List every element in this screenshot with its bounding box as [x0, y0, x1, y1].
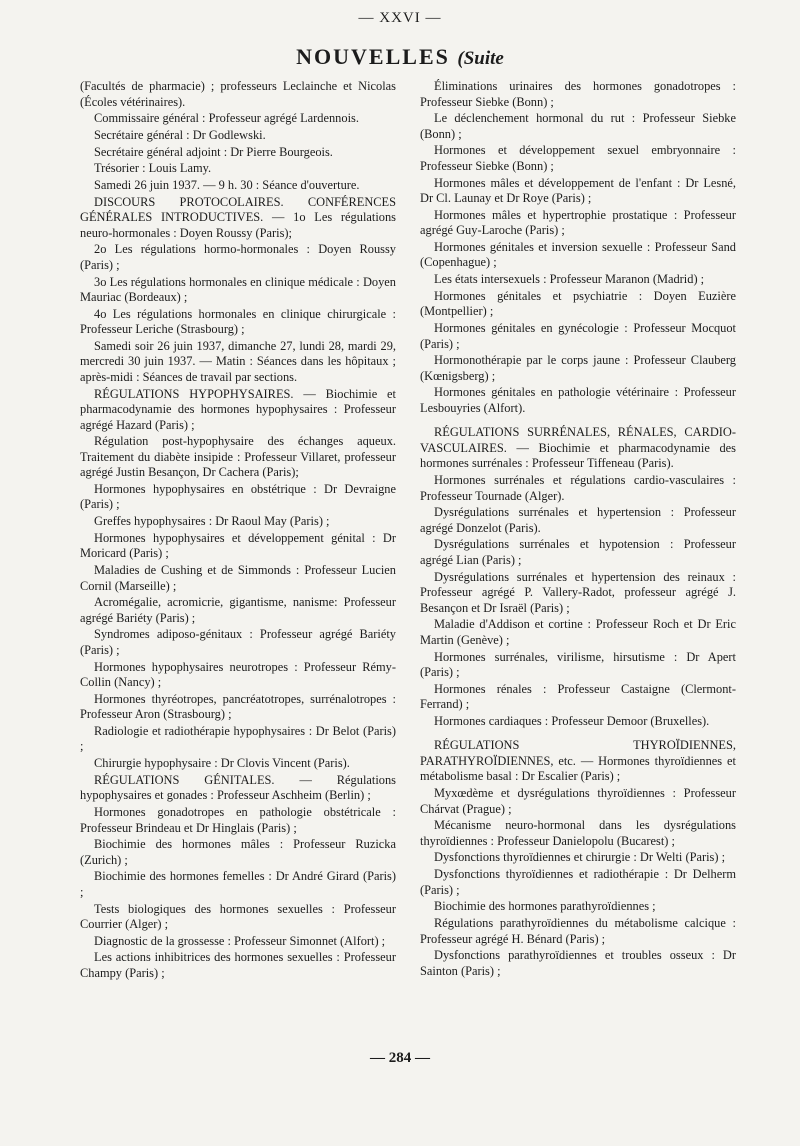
left-column	[80, 79, 396, 983]
title-suffix: (Suite	[457, 48, 504, 69]
paragraph: Dysfonctions thyroïdiennes et radiothérapie : Dr Delherm (Paris) ;	[420, 867, 736, 897]
paragraph: Greffes hypophysaires : Dr Raoul May (Paris) ;	[94, 514, 330, 529]
paragraph: Hormones hypophysaires en obstétrique : Dr Devraigne (Paris) ;	[80, 481, 396, 512]
paragraph: Hormones surrénales, virilisme, hirsutisme : Dr Apert (Paris) ;	[420, 649, 736, 679]
right-column	[420, 79, 736, 980]
paragraph: Hormones mâles et développement de l'enfant : Dr Lesné, Dr Cl. Launay et Dr Roye (Paris) ;	[420, 175, 736, 206]
paragraph: Dysrégulations surrénales et hypertension des reinaux : Professeur agrégé P. Vallery-Radot, professeur agrégé J. Besançon et Dr Israël (Paris) ;	[420, 569, 736, 615]
paragraph: Éliminations urinaires des hormones gonadotropes : Professeur Siebke (Bonn) ;	[420, 79, 736, 109]
paragraph: Hormones rénales : Professeur Castaigne (Clermont-Ferrand) ;	[420, 681, 736, 712]
paragraph: Hormones génitales et inversion sexuelle : Professeur Sand (Copenhague) ;	[420, 239, 736, 270]
paragraph: 2o Les régulations hormo-hormonales : Doyen Roussy (Paris) ;	[80, 242, 396, 272]
paragraph: Hormones gonadotropes en pathologie obstétricale : Professeur Brindeau et Dr Hinglais (Paris) ;	[80, 805, 396, 835]
title-main: NOUVELLES	[296, 44, 450, 69]
paragraph: Hormones génitales en pathologie vétérinaire : Professeur Lesbouyries (Alfort).	[420, 385, 736, 415]
paragraph: Dysrégulations surrénales et hypertension : Professeur agrégé Donzelot (Paris).	[420, 505, 736, 535]
paragraph: Myxœdème et dysrégulations thyroïdiennes : Professeur Chárvat (Prague) ;	[420, 786, 736, 816]
paragraph: Secrétaire général : Dr Godlewski.	[94, 127, 266, 142]
paragraph: Chirurgie hypophysaire : Dr Clovis Vincent (Paris).	[94, 756, 350, 771]
paragraph: Diagnostic de la grossesse : Professeur Simonnet (Alfort) ;	[94, 933, 386, 948]
roman-page-number: — XXVI —	[358, 10, 442, 26]
paragraph: Maladie d'Addison et cortine : Professeur Roch et Dr Eric Martin (Genève) ;	[420, 617, 736, 647]
paragraph: RÉGULATIONS SURRÉNALES, RÉNALES, CARDIO-VASCULAIRES. — Biochimie et pharmacodynamie des hormones surrénales : Professeur Tiffeneau (Paris).	[420, 425, 736, 471]
paragraph: Biochimie des hormones mâles : Professeur Ruzicka (Zurich) ;	[80, 837, 396, 867]
paragraph: RÉGULATIONS GÉNITALES. — Régulations hypophysaires et gonades : Professeur Aschheim (Berlin) ;	[80, 772, 396, 803]
paragraph: (Facultés de pharmacie) ; professeurs Leclainche et Nicolas (Écoles vétérinaires).	[80, 79, 396, 109]
paragraph: Hormones cardiaques : Professeur Demoor (Bruxelles).	[434, 713, 710, 728]
paragraph: Acromégalie, acromicrie, gigantisme, nanisme: Professeur agrégé Bariéty (Paris) ;	[80, 595, 396, 625]
paragraph: Les actions inhibitrices des hormones sexuelles : Professeur Champy (Paris) ;	[80, 950, 396, 980]
paragraph: Hormones hypophysaires et développement génital : Dr Moricard (Paris) ;	[80, 530, 396, 561]
paragraph: RÉGULATIONS HYPOPHYSAIRES. — Biochimie et pharmacodynamie des hormones hypophysaires : Professeur agrégé Hazard (Paris) ;	[80, 386, 396, 432]
section-title	[0, 44, 800, 70]
paragraph: Radiologie et radiothérapie hypophysaires : Dr Belot (Paris) ;	[80, 723, 396, 754]
paragraph: Samedi 26 juin 1937. — 9 h. 30 : Séance d'ouverture.	[94, 177, 360, 192]
paragraph: Trésorier : Louis Lamy.	[94, 161, 212, 176]
paragraph: Samedi soir 26 juin 1937, dimanche 27, lundi 28, mardi 29, mercredi 30 juin 1937. — Matin : Séances dans les hôpitaux ; après-midi : Séances de travail par sections.	[80, 338, 396, 384]
paragraph: Maladies de Cushing et de Simmonds : Professeur Lucien Cornil (Marseille) ;	[80, 563, 396, 593]
paragraph: Commissaire général : Professeur agrégé Lardennois.	[94, 111, 359, 126]
paragraph: Le déclenchement hormonal du rut : Professeur Siebke (Bonn) ;	[420, 111, 736, 141]
paragraph: DISCOURS PROTOCOLAIRES. CONFÉRENCES GÉNÉRALES INTRODUCTIVES. — 1o Les régulations neuro-hormonales : Doyen Roussy (Paris);	[80, 194, 396, 240]
paragraph: Hormones hypophysaires neurotropes : Professeur Rémy-Collin (Nancy) ;	[80, 659, 396, 690]
paragraph: Biochimie des hormones femelles : Dr André Girard (Paris) ;	[80, 869, 396, 899]
paragraph: Syndromes adiposo-génitaux : Professeur agrégé Bariéty (Paris) ;	[80, 627, 396, 657]
paragraph: Biochimie des hormones parathyroïdiennes ;	[434, 899, 656, 914]
paragraph: Hormones et développement sexuel embryonnaire : Professeur Siebke (Bonn) ;	[420, 143, 736, 173]
page-number: — 284 —	[370, 1050, 430, 1066]
paragraph: Dysrégulations surrénales et hypotension : Professeur agrégé Lian (Paris) ;	[420, 537, 736, 567]
paragraph: Les états intersexuels : Professeur Maranon (Madrid) ;	[434, 272, 705, 287]
paragraph: Mécanisme neuro-hormonal dans les dysrégulations thyroïdiennes : Professeur Danielopolu (Bucarest) ;	[420, 818, 736, 848]
paragraph: Dysfonctions parathyroïdiennes et troubles osseux : Dr Sainton (Paris) ;	[420, 948, 736, 978]
paragraph: RÉGULATIONS THYROÏDIENNES, PARATHYROÏDIENNES, etc. — Hormones thyroïdiennes et métabolisme basal : Dr Escalier (Paris) ;	[420, 738, 736, 784]
paragraph: Secrétaire général adjoint : Dr Pierre Bourgeois.	[94, 144, 333, 159]
paragraph: Hormones génitales et psychiatrie : Doyen Euzière (Montpellier) ;	[420, 288, 736, 319]
paragraph: 4o Les régulations hormonales en clinique chirurgicale : Professeur Leriche (Strasbourg) ;	[80, 306, 396, 337]
paragraph: Régulation post-hypophysaire des échanges aqueux. Traitement du diabète insipide : Professeur Villaret, professeur agrégé Justin Besançon, Dr Cachera (Paris);	[80, 434, 396, 480]
paragraph: Hormonothérapie par le corps jaune : Professeur Clauberg (Kœnigsberg) ;	[420, 353, 736, 383]
paragraph: Tests biologiques des hormones sexuelles : Professeur Courrier (Alger) ;	[80, 901, 396, 932]
paragraph: Hormones génitales en gynécologie : Professeur Mocquot (Paris) ;	[420, 321, 736, 351]
paragraph: Dysfonctions thyroïdiennes et chirurgie : Dr Welti (Paris) ;	[434, 850, 726, 865]
paragraph: Hormones thyréotropes, pancréatotropes, surrénalotropes : Professeur Aron (Strasbourg) ;	[80, 691, 396, 722]
paragraph: Régulations parathyroïdiennes du métabolisme calcique : Professeur agrégé H. Bénard (Paris) ;	[420, 916, 736, 946]
paragraph: Hormones mâles et hypertrophie prostatique : Professeur agrégé Guy-Laroche (Paris) ;	[420, 207, 736, 238]
paragraph: Hormones surrénales et régulations cardio-vasculaires : Professeur Tournade (Alger).	[420, 473, 736, 503]
paragraph: 3o Les régulations hormonales en clinique médicale : Doyen Mauriac (Bordeaux) ;	[80, 274, 396, 304]
